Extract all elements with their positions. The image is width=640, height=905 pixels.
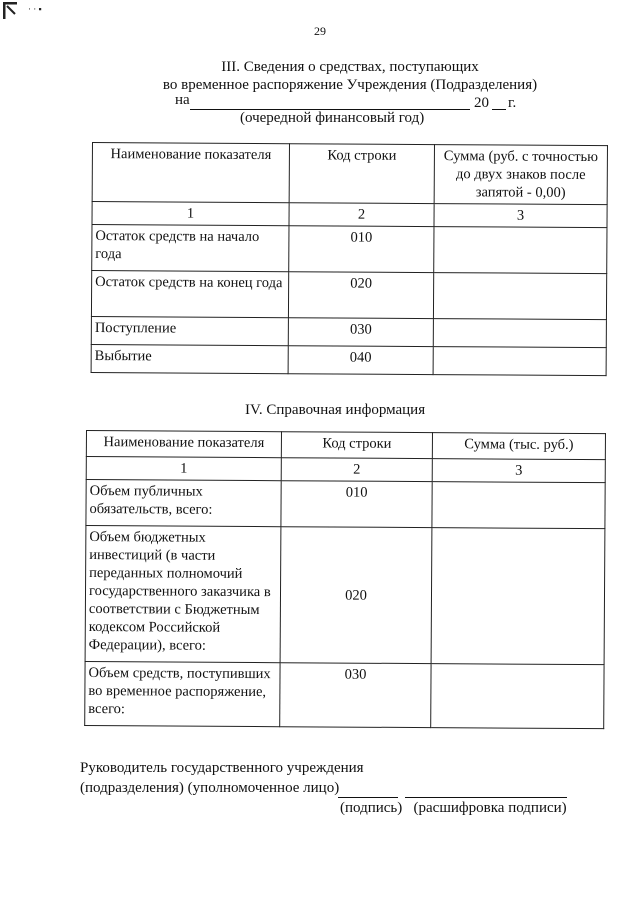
header-cell: Наименование показателя xyxy=(92,143,289,203)
index-cell: 3 xyxy=(432,459,605,483)
year-fill-line xyxy=(492,109,506,110)
row-sum xyxy=(433,273,606,320)
row-name: Остаток средств на конец года xyxy=(91,271,288,318)
row-code: 010 xyxy=(281,481,432,528)
row-sum xyxy=(431,664,604,729)
row-name: Объем публичных обязательств, всего: xyxy=(86,480,281,527)
header-cell: Сумма (руб. с точностью до двух знаков после запятой - 0,00) xyxy=(434,145,607,205)
table-row xyxy=(85,526,605,665)
row-sum xyxy=(434,227,607,274)
index-cell: 3 xyxy=(434,204,607,228)
index-cell: 2 xyxy=(281,458,432,482)
signature-label: (подпись) xyxy=(340,800,403,816)
section3-title-line2: во временное распоряжение Учреждения (Подразделения) xyxy=(162,77,538,93)
section3-table xyxy=(91,142,608,376)
row-code: 030 xyxy=(288,318,433,347)
table-row xyxy=(91,316,606,347)
row-code: 040 xyxy=(288,346,433,375)
decode-fill-line xyxy=(405,797,567,798)
header-cell: Код строки xyxy=(289,144,434,204)
row-sum xyxy=(433,347,606,376)
row-code: 010 xyxy=(289,226,434,273)
row-sum xyxy=(433,319,606,348)
table-row xyxy=(86,480,605,529)
header-cell: Код строки xyxy=(281,432,432,459)
section4-title: IV. Справочная информация xyxy=(245,402,426,418)
index-cell: 2 xyxy=(289,203,434,227)
section3-year-suffix: г. xyxy=(508,95,517,111)
row-name: Остаток средств на начало года xyxy=(92,225,289,272)
row-code: 020 xyxy=(288,272,433,319)
scan-mark-icon xyxy=(3,2,19,20)
section3-sub-label: (очередной финансовый год) xyxy=(240,110,425,126)
row-code: 030 xyxy=(280,663,431,728)
index-cell: 1 xyxy=(92,202,289,226)
section4-table xyxy=(84,430,606,729)
row-sum xyxy=(431,528,605,665)
table-row xyxy=(91,344,606,375)
signature-line2: (подразделения) (уполномоченное лицо) xyxy=(80,780,340,796)
row-name: Объем средств, поступивших во временное распоряжение, всего: xyxy=(85,661,280,726)
decode-label: (расшифровка подписи) xyxy=(413,800,567,816)
section3-title-line1: III. Сведения о средствах, поступающих xyxy=(221,59,479,75)
signature-line1: Руководитель государственного учреждения xyxy=(80,760,364,776)
scan-dots: · · ▪ xyxy=(28,4,42,14)
signature-fill-line xyxy=(338,797,398,798)
table-row xyxy=(85,661,604,728)
page-number: 29 xyxy=(314,24,326,38)
section3-year-label: 20 xyxy=(474,95,489,111)
row-name: Поступление xyxy=(91,316,288,345)
table-row xyxy=(92,225,607,274)
header-cell: Наименование показателя xyxy=(86,431,281,458)
signature-captions xyxy=(340,800,567,817)
row-sum xyxy=(432,482,605,529)
index-cell: 1 xyxy=(86,457,281,481)
row-name: Выбытие xyxy=(91,344,288,373)
row-name: Объем бюджетных инвестиций (в части переданных полномочий государственного заказчика в соответствии с Бюджетным кодексом Российской Федерации), всего: xyxy=(85,526,281,663)
row-code: 020 xyxy=(280,527,432,664)
header-cell: Сумма (тыс. руб.) xyxy=(432,433,605,460)
table-row xyxy=(91,271,606,320)
section3-na-label: на xyxy=(175,92,190,108)
